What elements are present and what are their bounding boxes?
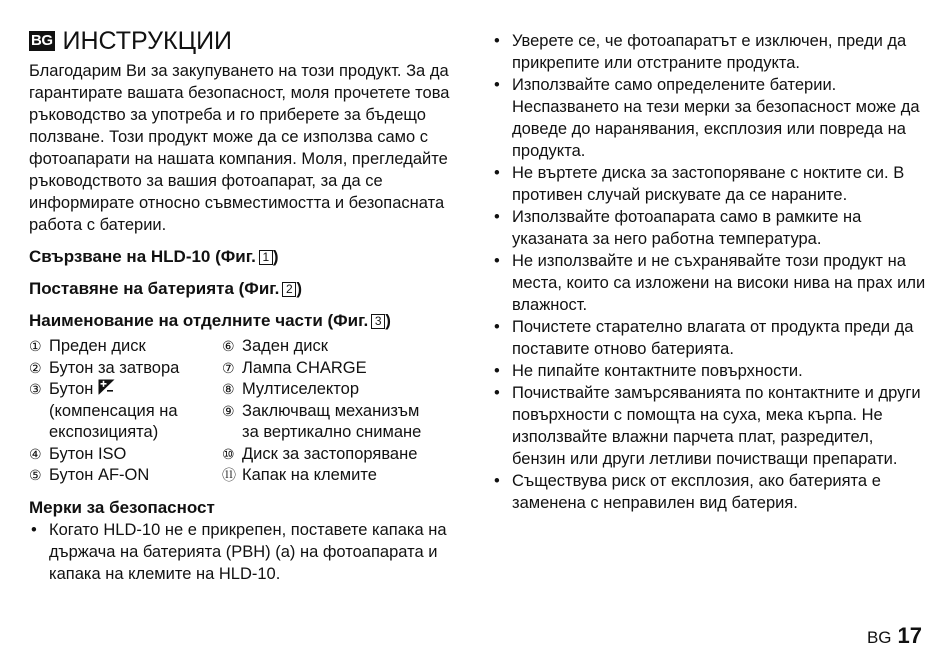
part-item: ② Бутон за затвора — [29, 358, 180, 377]
safety-list-right — [492, 30, 927, 514]
list-item: • Не пипайте контактните повърхности. — [492, 360, 927, 382]
figure-number-box: 1 — [259, 250, 273, 265]
list-item: • Уверете се, че фотоапаратът е изключен, преди да прикрепите или отстраните продукта. — [492, 30, 927, 74]
safety-list-left — [29, 519, 464, 585]
part-item: за вертикално снимане — [242, 423, 422, 441]
part-item: ⑦ Лампа CHARGE — [222, 358, 367, 377]
part-item: ⑪ Капак на клемите — [222, 466, 377, 484]
part-item: ⑥ Заден диск — [222, 337, 328, 355]
parts-column-right — [222, 336, 421, 487]
part-item: ⑩ Диск за застопоряване — [222, 444, 418, 463]
left-column — [29, 26, 464, 585]
list-item: • Не използвайте и не съхранявайте този продукт на места, които са изложени на високи нива на прах или влажност. — [492, 250, 927, 316]
intro-paragraph: Благодарим Ви за закупуването на този продукт. За да гарантирате вашата безопасност, моля прочетете това ръководство за употреба и го приберете за бъдещо ползване. Този продукт може да се използва само с фотоапарати на нашата компания. Моля, прегледайте ръководството за вашия фотоапарат, за да се информирате относно съвместимостта и безопасната работа с батерии. — [29, 62, 450, 234]
section-parts-heading: Наименование на отделните части (Фиг. 3 ) — [29, 311, 391, 330]
right-column — [492, 30, 927, 514]
list-item: • Съществува риск от експлозия, ако батерията е заменена с неправилен вид батерия. — [492, 470, 927, 514]
part-item: (компенсация на — [49, 401, 178, 420]
page-title: ИНСТРУКЦИИ — [62, 27, 233, 55]
section-battery-heading: Поставяне на батерията (Фиг. 2 ) — [29, 279, 303, 298]
list-item: • Когато HLD-10 не е прикрепен, поставете капака на държача на батерията (PBH) (a) на фотоапарата и капака на клемите на HLD-10. — [29, 519, 464, 585]
part-item: ⑨ Заключващ механизъм — [222, 401, 420, 420]
page-number: 17 — [897, 623, 922, 648]
exposure-compensation-icon — [98, 379, 115, 395]
section-connect-heading: Свързване на HLD-10 (Фиг. 1 ) — [29, 247, 279, 266]
list-item: • Не въртете диска за застопоряване с ноктите си. В противен случай рискувате да се нараните. — [492, 162, 927, 206]
footer-language: BG — [866, 628, 892, 647]
figure-number-box: 3 — [371, 314, 385, 329]
list-item: • Почистете старателно влагата от продукта преди да поставите отново батерията. — [492, 316, 927, 360]
list-item: • Използвайте само определените батерии. Неспазването на тези мерки за безопасност може да доведе до наранявания, експлозия или повреда на продукта. — [492, 74, 927, 162]
part-item: експозицията) — [49, 423, 159, 441]
page-heading — [29, 26, 464, 56]
part-item: ③ Бутон — [29, 379, 222, 401]
part-item: ① Преден диск — [29, 337, 146, 355]
list-item: • Почиствайте замърсяванията по контактните и други повърхности с помощта на суха, мека кърпа. Не използвайте влажни парчета плат, разредител, бензин или други летливи почистващи препарати. — [492, 382, 927, 470]
list-item: • Използвайте фотоапарата само в рамките на указаната за него работна температура. — [492, 206, 927, 250]
part-item: ⑤ Бутон AF-ON — [29, 466, 150, 484]
part-item: ⑧ Мултиселектор — [222, 380, 360, 398]
page-footer — [867, 623, 922, 649]
language-badge: BG — [31, 32, 53, 49]
parts-column-left — [29, 336, 222, 487]
parts-list — [29, 336, 464, 487]
figure-number-box: 2 — [282, 282, 296, 297]
safety-heading: Мерки за безопасност — [29, 497, 215, 517]
part-item: ④ Бутон ISO — [29, 444, 127, 463]
